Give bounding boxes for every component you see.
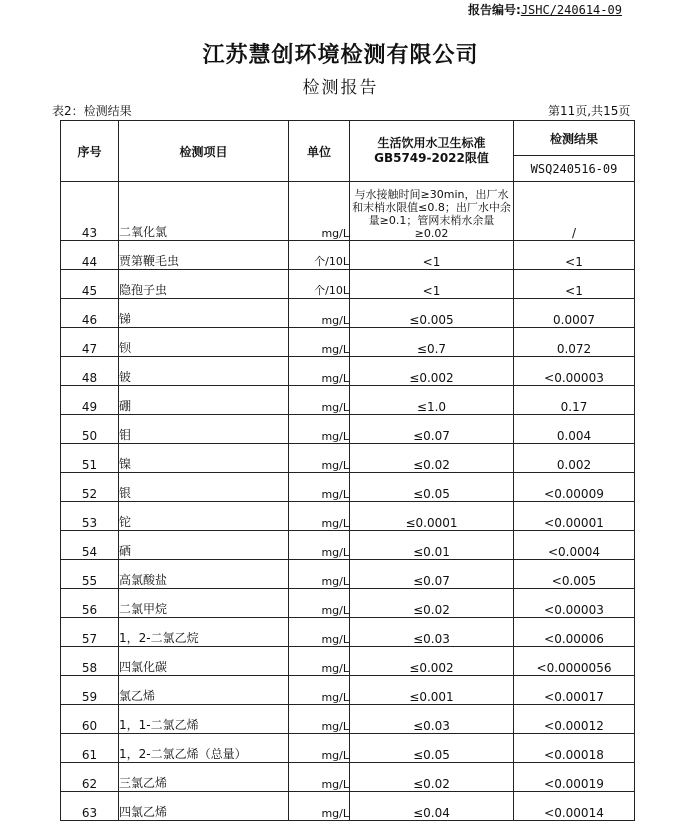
table-row [61,618,635,647]
cell-result: <1 [514,241,635,270]
table-row [61,473,635,502]
document-title: 检测报告 [302,78,379,98]
cell-result: <0.00006 [514,618,635,647]
cell-unit: mg/L [289,502,350,531]
company-name: 江苏慧创环境检测有限公司 [202,43,479,68]
cell-limit: ≤0.07 [350,415,514,444]
cell-unit: mg/L [289,357,350,386]
cell-seq: 60 [61,705,119,734]
cell-limit: ≤0.03 [350,618,514,647]
cell-item: 贾第鞭毛虫 [119,241,289,270]
report-number [468,1,622,18]
cell-limit: ≤0.01 [350,531,514,560]
cell-item: 二氯甲烷 [119,589,289,618]
cell-seq: 44 [61,241,119,270]
cell-unit: mg/L [289,589,350,618]
cell-item: 三氯乙烯 [119,763,289,792]
cell-unit: mg/L [289,299,350,328]
cell-limit: ≤0.7 [350,328,514,357]
cell-seq: 49 [61,386,119,415]
cell-unit: mg/L [289,647,350,676]
cell-seq: 57 [61,618,119,647]
cell-unit: mg/L [289,763,350,792]
table-row [61,270,635,299]
cell-limit: ≤0.02 [350,444,514,473]
cell-result: <0.0004 [514,531,635,560]
cell-item: 铊 [119,502,289,531]
cell-unit: 个/10L [289,241,350,270]
cell-item: 银 [119,473,289,502]
cell-seq: 43 [61,182,119,241]
cell-item: 1，2-二氯乙烷 [119,618,289,647]
header-standard-line1: 生活饮用水卫生标准 [377,136,486,150]
cell-unit: mg/L [289,705,350,734]
cell-seq: 56 [61,589,119,618]
cell-unit: mg/L [289,618,350,647]
table-row [61,182,635,241]
cell-item: 钡 [119,328,289,357]
cell-item: 氯乙烯 [119,676,289,705]
table-row [61,560,635,589]
cell-result: <0.00017 [514,676,635,705]
cell-item: 铍 [119,357,289,386]
cell-seq: 52 [61,473,119,502]
cell-result: 0.002 [514,444,635,473]
cell-seq: 54 [61,531,119,560]
cell-limit: ≤0.0001 [350,502,514,531]
cell-item: 1，1-二氯乙烯 [119,705,289,734]
cell-limit: ≤0.03 [350,705,514,734]
cell-result: <0.00012 [514,705,635,734]
cell-result: <0.00014 [514,792,635,821]
cell-unit: mg/L [289,473,350,502]
header-unit: 单位 [289,121,350,182]
cell-unit: mg/L [289,531,350,560]
page-info: 第11页,共15页 [548,104,631,118]
header-seq: 序号 [61,121,119,182]
cell-seq: 45 [61,270,119,299]
cell-item: 四氯化碳 [119,647,289,676]
cell-result: <0.00009 [514,473,635,502]
cell-unit: mg/L [289,182,350,241]
cell-limit: ≤0.04 [350,792,514,821]
table-row [61,763,635,792]
cell-result: 0.17 [514,386,635,415]
cell-limit: ≤0.002 [350,647,514,676]
cell-item: 钼 [119,415,289,444]
cell-limit: ≤0.02 [350,763,514,792]
cell-result: 0.004 [514,415,635,444]
header-result: 检测结果 [514,121,635,156]
cell-item: 硒 [119,531,289,560]
cell-seq: 62 [61,763,119,792]
cell-limit: ≤0.02 [350,589,514,618]
cell-seq: 59 [61,676,119,705]
table-row [61,444,635,473]
cell-item: 锑 [119,299,289,328]
cell-result: 0.0007 [514,299,635,328]
table-row [61,734,635,763]
cell-unit: mg/L [289,734,350,763]
cell-seq: 55 [61,560,119,589]
table-row [61,299,635,328]
table-row [61,415,635,444]
cell-unit: mg/L [289,560,350,589]
cell-limit: ≤0.005 [350,299,514,328]
table-header-row [61,121,635,156]
cell-result: / [514,182,635,241]
cell-unit: mg/L [289,415,350,444]
cell-unit: mg/L [289,676,350,705]
cell-unit: mg/L [289,444,350,473]
cell-limit: ≤0.07 [350,560,514,589]
cell-result: 0.072 [514,328,635,357]
table-label: 表2：检测结果 [52,104,132,118]
header-item: 检测项目 [119,121,289,182]
cell-item: 镍 [119,444,289,473]
table-row [61,386,635,415]
header-sample-id: WSQ240516-09 [514,156,635,182]
cell-seq: 58 [61,647,119,676]
header-standard [350,121,514,182]
report-number-label: 报告编号: [468,3,521,17]
cell-item: 硼 [119,386,289,415]
cell-item: 隐孢子虫 [119,270,289,299]
cell-result: <0.00018 [514,734,635,763]
cell-limit: ≤0.05 [350,734,514,763]
cell-seq: 50 [61,415,119,444]
cell-limit: ≤1.0 [350,386,514,415]
table-row [61,676,635,705]
table-row [61,705,635,734]
cell-seq: 61 [61,734,119,763]
cell-limit: <1 [350,270,514,299]
cell-unit: mg/L [289,386,350,415]
table-row [61,589,635,618]
cell-unit: mg/L [289,792,350,821]
table-row [61,502,635,531]
cell-result: <0.00003 [514,589,635,618]
cell-limit: ≤0.001 [350,676,514,705]
results-table [60,120,635,821]
table-row [61,241,635,270]
cell-result: <0.0000056 [514,647,635,676]
cell-unit: mg/L [289,328,350,357]
header-standard-line2: GB5749-2022限值 [374,151,489,165]
cell-seq: 63 [61,792,119,821]
cell-limit: <1 [350,241,514,270]
cell-seq: 51 [61,444,119,473]
cell-result: <0.00001 [514,502,635,531]
cell-seq: 47 [61,328,119,357]
cell-item: 二氧化氯 [119,182,289,241]
table-row [61,357,635,386]
cell-result: <0.00003 [514,357,635,386]
cell-item: 高氯酸盐 [119,560,289,589]
cell-unit: 个/10L [289,270,350,299]
cell-limit: ≤0.002 [350,357,514,386]
report-number-value: JSHC/240614-09 [520,3,622,17]
table-row [61,328,635,357]
cell-limit [350,182,514,241]
table-row [61,647,635,676]
table-row [61,531,635,560]
cell-item: 1，2-二氯乙烯（总量） [119,734,289,763]
cell-limit: ≤0.05 [350,473,514,502]
table-row [61,792,635,821]
cell-item: 四氯乙烯 [119,792,289,821]
cell-result: <1 [514,270,635,299]
cell-seq: 46 [61,299,119,328]
limit-note-last: ≥0.02 [414,227,449,240]
limit-note: 与水接触时间≥30min，出厂水和末梢水限值≤0.8；出厂水中余量≥0.1；管网末梢水余量 [352,188,511,227]
cell-result: <0.005 [514,560,635,589]
cell-seq: 53 [61,502,119,531]
cell-result: <0.00019 [514,763,635,792]
cell-seq: 48 [61,357,119,386]
